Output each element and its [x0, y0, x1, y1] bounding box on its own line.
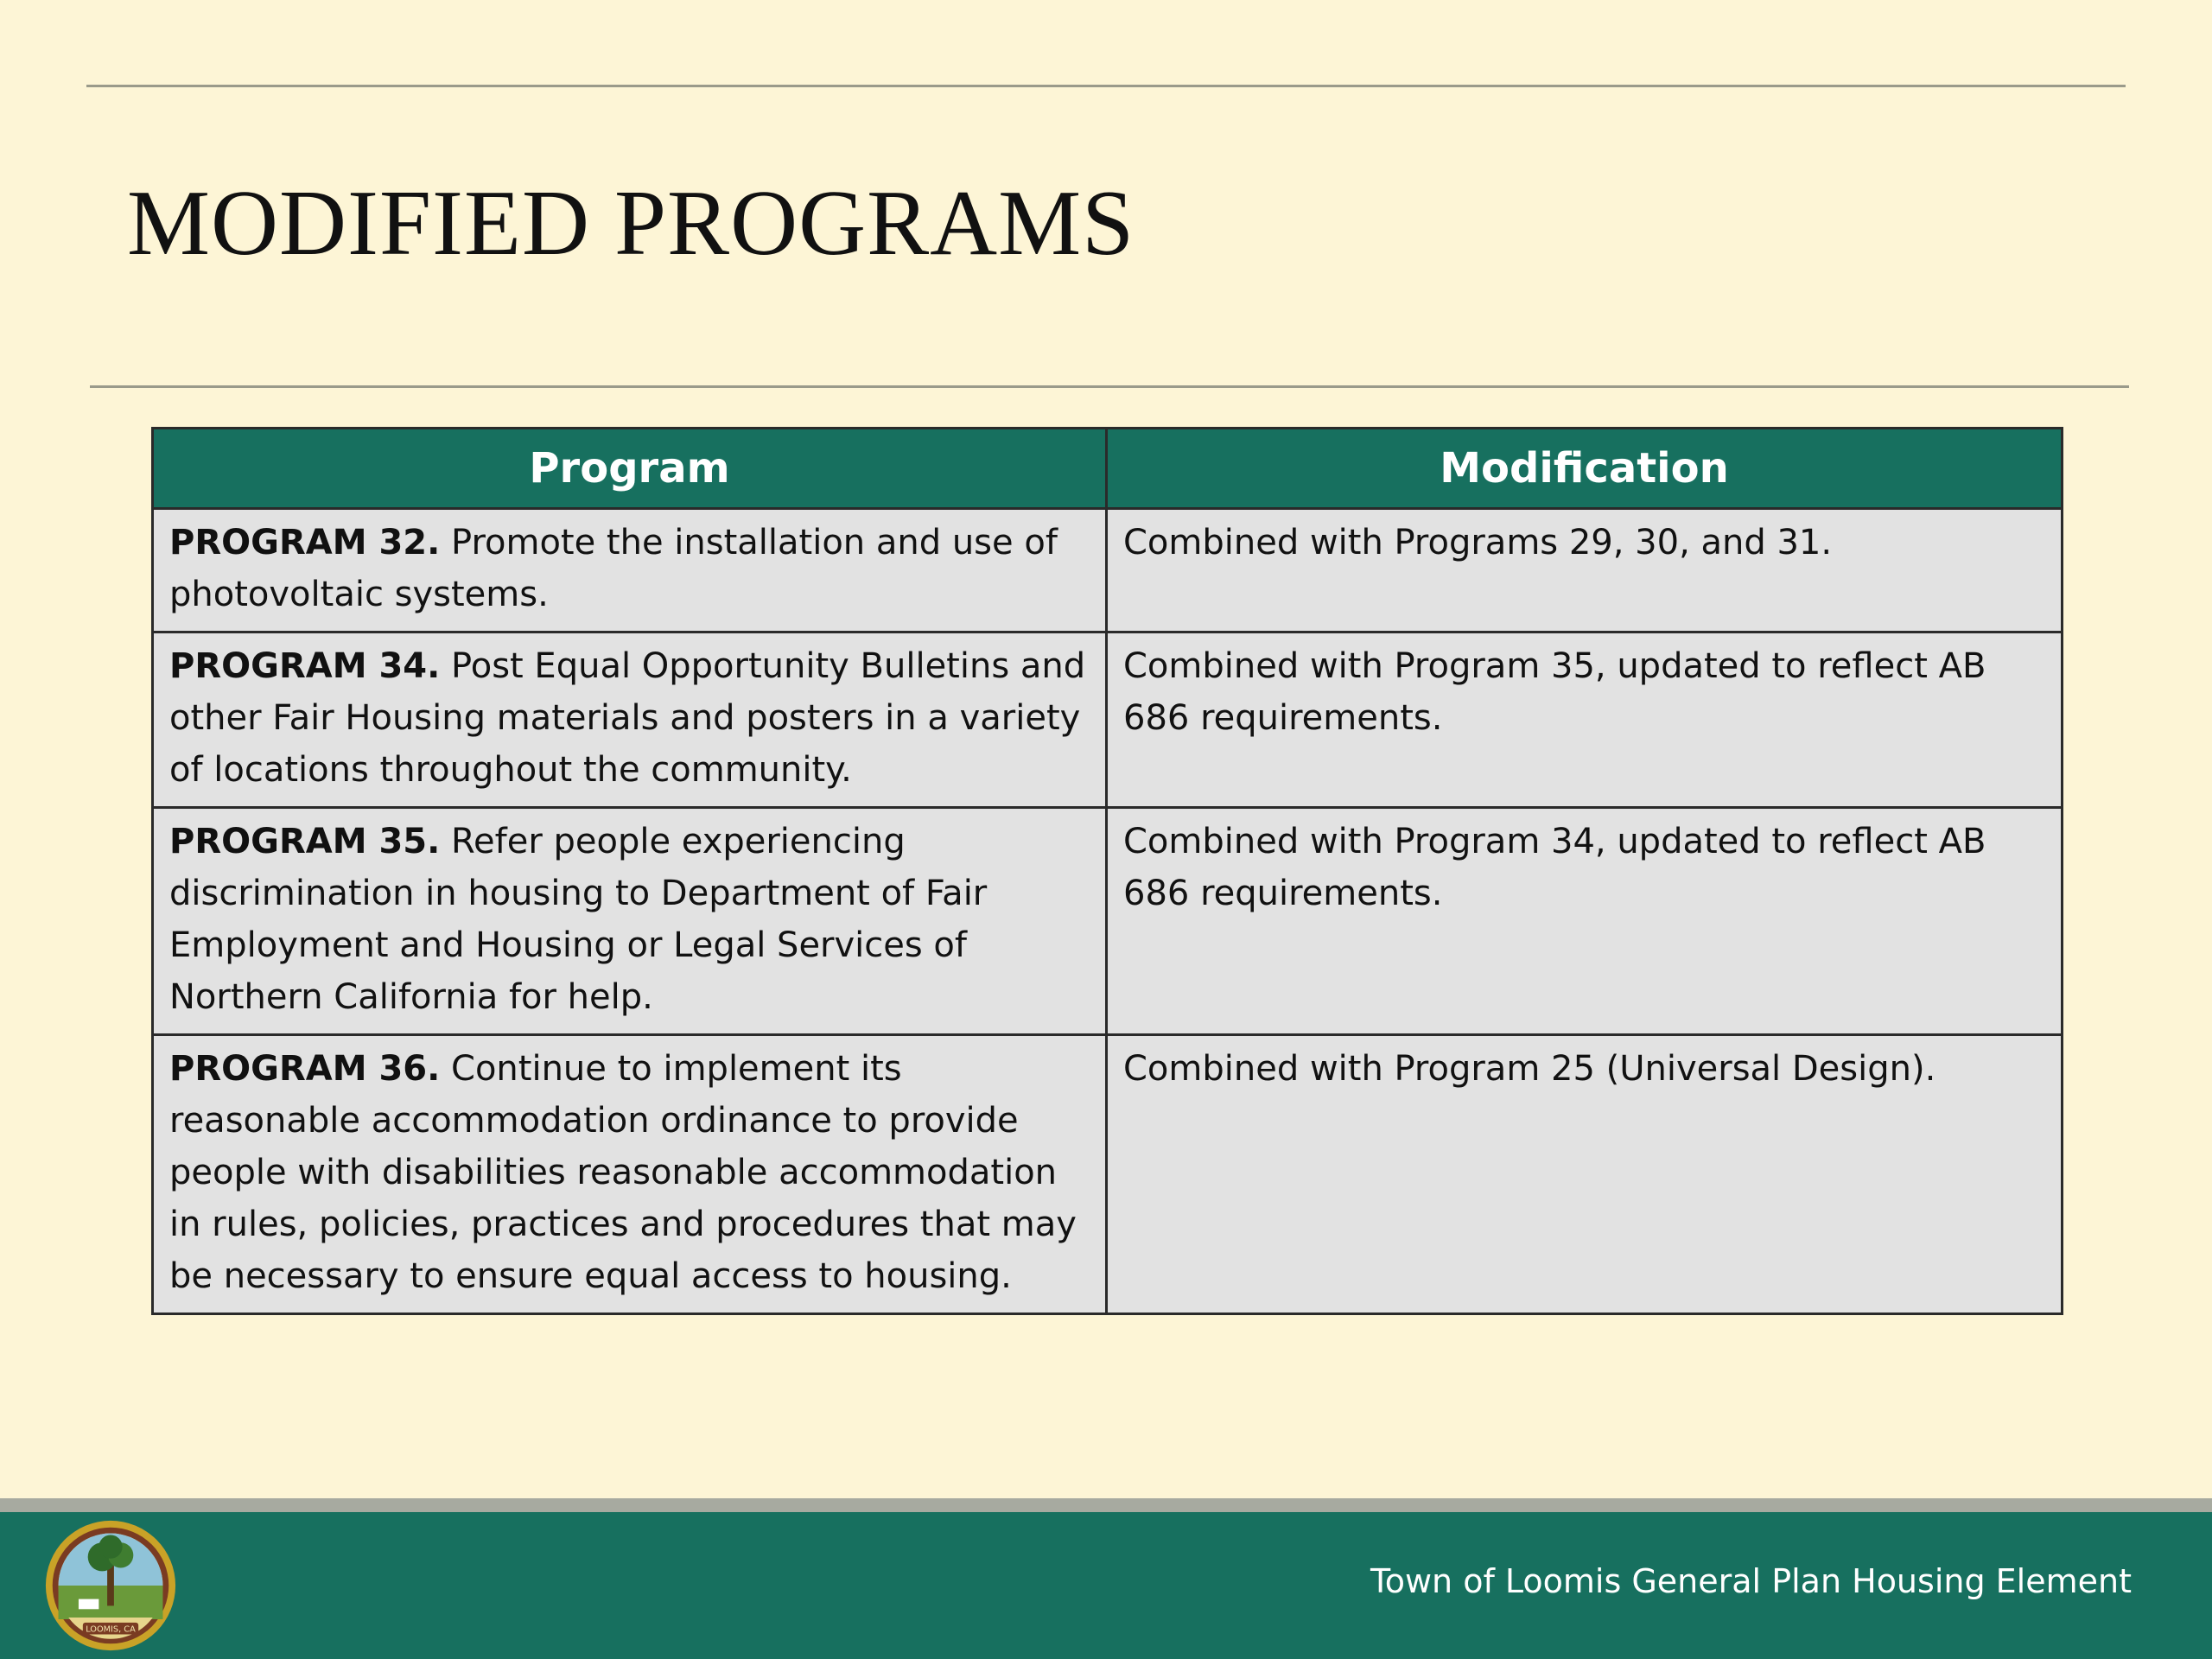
- program-description: Continue to implement its reasonable accommodation ordinance to provide people with disabilities reasonable accommodation in rules, policies, practices and procedures that may be necessary to ensure equal access to housing.: [169, 1049, 1077, 1296]
- table-row: [153, 632, 2063, 808]
- program-cell: [153, 632, 1107, 808]
- modification-cell: Combined with Program 34, updated to reflect AB 686 requirements.: [1107, 808, 2063, 1035]
- column-header-modification: Modification: [1107, 429, 2063, 509]
- footer-title: Town of Loomis General Plan Housing Element: [1370, 1562, 2132, 1600]
- town-seal-icon: [43, 1518, 178, 1653]
- program-id: PROGRAM 36.: [169, 1049, 441, 1089]
- table-header-row: [153, 429, 2063, 509]
- modification-cell: Combined with Program 35, updated to reflect AB 686 requirements.: [1107, 632, 2063, 808]
- program-cell: [153, 509, 1107, 632]
- slide-title: MODIFIED PROGRAMS: [127, 172, 1135, 275]
- program-description: Refer people experiencing discrimination in housing to Department of Fair Employment and Housing or Legal Services of Northern California for help.: [169, 822, 988, 1017]
- program-description: Promote the installation and use of photovoltaic systems.: [169, 523, 1058, 614]
- title-divider: [90, 385, 2129, 388]
- column-header-program: Program: [153, 429, 1107, 509]
- modification-cell: Combined with Programs 29, 30, and 31.: [1107, 509, 2063, 632]
- seal-text: LOOMIS, CA: [86, 1624, 136, 1635]
- program-id: PROGRAM 35.: [169, 822, 441, 861]
- program-description: Post Equal Opportunity Bulletins and other Fair Housing materials and posters in a variety of locations throughout the community.: [169, 646, 1086, 790]
- table-row: [153, 509, 2063, 632]
- modification-cell: Combined with Program 25 (Universal Design).: [1107, 1035, 2063, 1314]
- program-id: PROGRAM 32.: [169, 523, 441, 563]
- top-divider: [86, 85, 2126, 87]
- program-id: PROGRAM 34.: [169, 646, 441, 686]
- programs-table: [151, 427, 2063, 1315]
- program-cell: [153, 1035, 1107, 1314]
- program-cell: [153, 808, 1107, 1035]
- table-row: [153, 808, 2063, 1035]
- footer-divider: [0, 1498, 2212, 1512]
- table-row: [153, 1035, 2063, 1314]
